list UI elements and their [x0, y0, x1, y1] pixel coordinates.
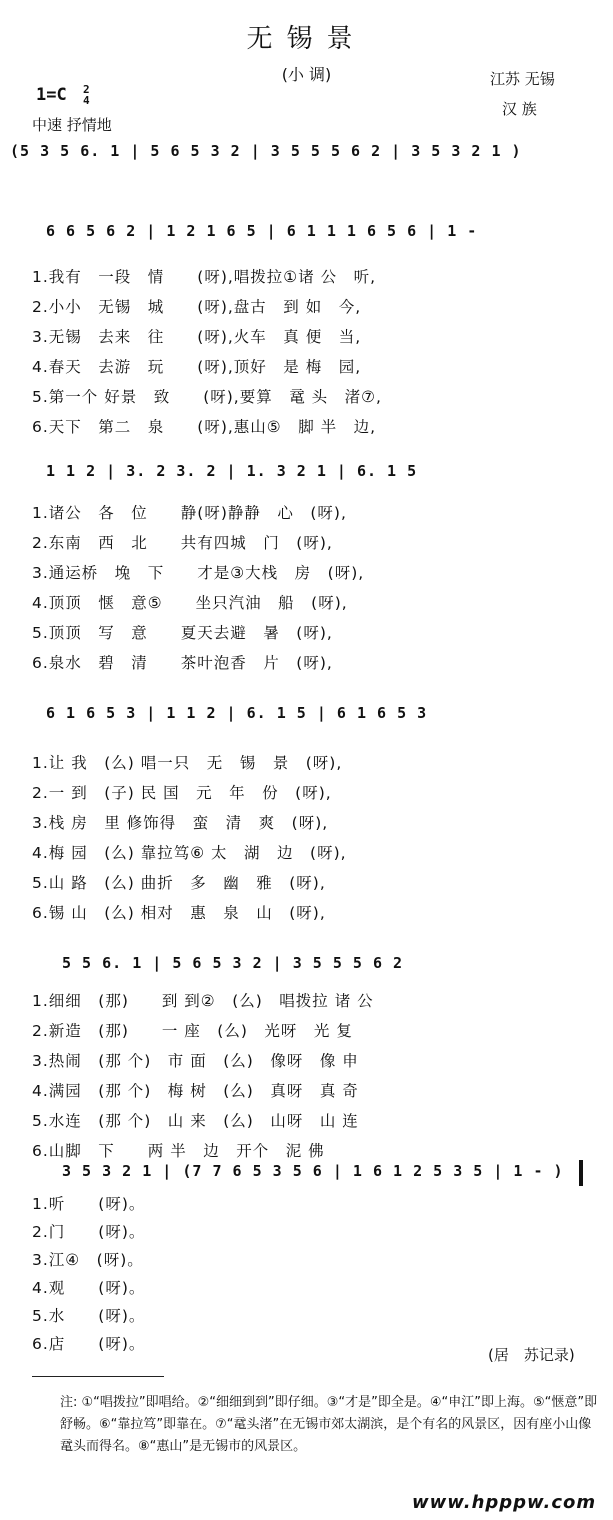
key-signature: [36, 84, 90, 106]
region-line-2: 汉 族: [502, 100, 537, 118]
lyric-line: 6.泉水 碧 清 茶叶泡香 片 (呀),: [32, 654, 333, 672]
system-4-notation: 5 5 6. 1 | 5 6 5 3 2 | 3 5 5 5 6 2: [62, 954, 404, 972]
song-subtitle: (小 调): [281, 65, 332, 84]
footnotes: 注: ①“唱拨拉”即唱给。②“细细到到”即仔细。③“才是”即全是。④“申江”即上海。⑤“惬意”即舒畅。⑥“靠拉笃”即靠在。⑦“鼋头渚”在无锡市郊太湖滨，是个有名的风景区，因有座小山像鼋头而得名。⑧“惠山”是无锡市的风景区。: [60, 1395, 598, 1454]
lyric-line: 3.江④ (呀)。: [32, 1251, 144, 1269]
watermark: www.hpppw.com: [412, 1492, 597, 1513]
tempo-marking: 中速 抒情地: [32, 116, 112, 134]
lyric-line: 5.第一个 好景 致 (呀),要算 鼋 头 渚⑦,: [32, 388, 382, 406]
recorder-credit: (居 苏记录): [488, 1346, 575, 1364]
system-2-notation: 1 1 2 | 3. 2 3. 2 | 1. 3 2 1 | 6. 1 5: [46, 462, 418, 480]
time-sig-top: 2: [82, 83, 90, 96]
footnote-divider: [32, 1376, 164, 1377]
final-barline: [579, 1160, 583, 1186]
system-4-lyrics: [32, 986, 374, 1166]
key-label: 1=C: [36, 85, 67, 105]
lyric-line: 4.梅 园 (么) 靠拉笃⑥ 太 湖 边 (呀),: [32, 844, 347, 862]
system-5-lyrics: [32, 1190, 145, 1358]
lyric-line: 1.听 (呀)。: [32, 1195, 146, 1213]
lyric-line: 1.让 我 (么) 唱一只 无 锡 景 (呀),: [32, 754, 343, 772]
system-1-lyrics: [32, 262, 382, 442]
time-sig-bottom: 4: [82, 94, 90, 107]
time-signature: [83, 84, 90, 106]
lyric-line: 2.东南 西 北 共有四城 门 (呀),: [32, 534, 333, 552]
lyric-line: 5.水 (呀)。: [32, 1307, 146, 1325]
lyric-line: 4.满园 (那 个) 梅 树 (么) 真呀 真 奇: [32, 1082, 359, 1100]
lyric-line: 3.通运桥 堍 下 才是③大栈 房 (呀),: [32, 564, 365, 582]
lyric-line: 2.门 (呀)。: [32, 1223, 146, 1241]
lyric-line: 1.细细 (那) 到 到② (么) 唱拨拉 诸 公: [32, 992, 374, 1010]
lyric-line: 5.水连 (那 个) 山 来 (么) 山呀 山 连: [32, 1112, 359, 1130]
lyric-line: 1.我有 一段 情 (呀),唱拨拉①诸 公 听,: [32, 268, 377, 286]
lyric-line: 4.观 (呀)。: [32, 1279, 146, 1297]
lyric-line: 5.山 路 (么) 曲折 多 幽 雅 (呀),: [32, 874, 326, 892]
lyric-line: 2.小小 无锡 城 (呀),盘古 到 如 今,: [32, 298, 362, 316]
lyric-line: 6.店 (呀)。: [32, 1335, 146, 1353]
lyric-line: 4.春天 去游 玩 (呀),顶好 是 梅 园,: [32, 358, 362, 376]
lyric-line: 5.顶顶 写 意 夏天去避 暑 (呀),: [32, 624, 333, 642]
song-title: 无锡景: [246, 24, 367, 54]
system-2-lyrics: [32, 498, 364, 678]
lyric-line: 6.山脚 下 两 半 边 开个 泥 佛: [32, 1142, 325, 1160]
lyric-line: 2.新造 (那) 一 座 (么) 光呀 光 复: [32, 1022, 353, 1040]
lyric-line: 3.热闹 (那 个) 市 面 (么) 像呀 像 申: [32, 1052, 359, 1070]
system-3-notation: 6 1 6 5 3 | 1 1 2 | 6. 1 5 | 6 1 6 5 3: [46, 704, 428, 722]
lyric-line: 6.锡 山 (么) 相对 惠 泉 山 (呀),: [32, 904, 326, 922]
lyric-line: 4.顶顶 惬 意⑤ 坐只汽油 船 (呀),: [32, 594, 348, 612]
intro-notation: (5 3 5 6. 1 | 5 6 5 3 2 | 3 5 5 5 6 2 | 3 5 3 2 1 ): [10, 142, 522, 160]
region-info: [490, 64, 555, 124]
system-1-notation: 6 6 5 6 2 | 1 2 1 6 5 | 6 1 1 1 6 5 6 | 1 -: [46, 222, 478, 240]
lyric-line: 1.诸公 各 位 静(呀)静静 心 (呀),: [32, 504, 347, 522]
system-5-notation: 3 5 3 2 1 | (7 7 6 5 3 5 6 | 1 6 1 2 5 3 5 | 1 - ): [62, 1162, 564, 1180]
lyric-line: 6.天下 第二 泉 (呀),惠山⑤ 脚 半 边,: [32, 418, 377, 436]
lyric-line: 3.无锡 去来 往 (呀),火车 真 便 当,: [32, 328, 362, 346]
lyric-line: 3.栈 房 里 修饰得 蛮 清 爽 (呀),: [32, 814, 329, 832]
lyric-line: 2.一 到 (子) 民 国 元 年 份 (呀),: [32, 784, 332, 802]
system-3-lyrics: [32, 748, 347, 928]
region-line-1: 江苏 无锡: [490, 70, 555, 88]
